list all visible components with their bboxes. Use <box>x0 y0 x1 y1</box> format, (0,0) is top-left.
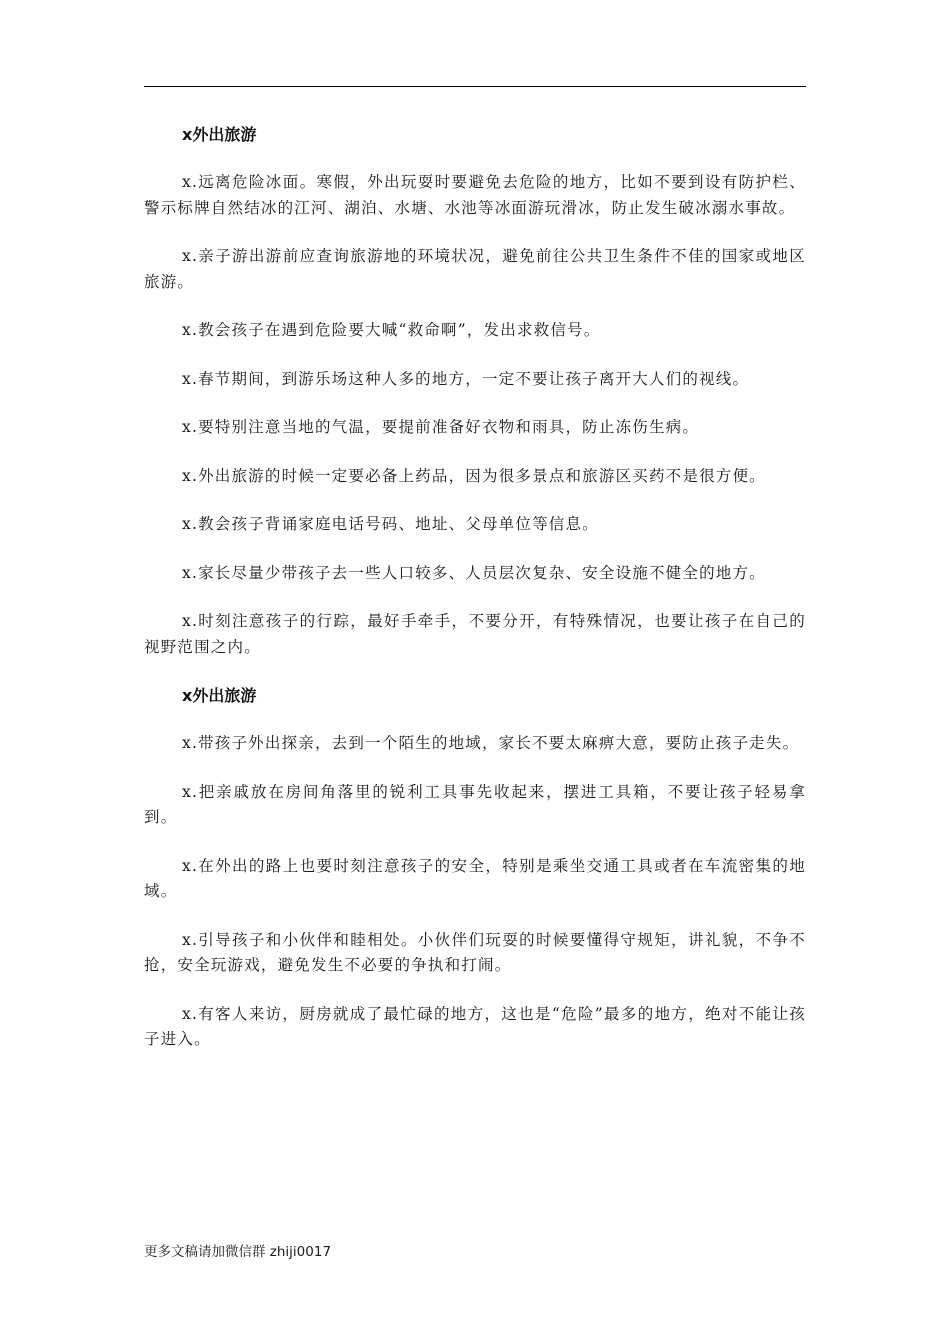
paragraph: x.在外出的路上也要时刻注意孩子的安全，特别是乘坐交通工具或者在车流密集的地域。 <box>144 856 806 900</box>
section-heading: x外出旅游 <box>182 125 257 144</box>
paragraph: x.远离危险冰面。寒假，外出玩耍时要避免去危险的地方，比如不要到设有防护栏、警示标牌自然结冰的江河、湖泊、水塘、水池等冰面游玩滑冰，防止发生破冰溺水事故。 <box>144 173 806 217</box>
paragraph: x.把亲戚放在房间角落里的锐利工具事先收起来，摆进工具箱，不要让孩子轻易拿到。 <box>144 782 806 826</box>
header-rule <box>144 86 806 87</box>
paragraph: x.引导孩子和小伙伴和睦相处。小伙伴们玩耍的时候要懂得守规矩，讲礼貌，不争不抢，安全玩游戏，避免发生不必要的争执和打闹。 <box>144 930 806 974</box>
section-heading: x外出旅游 <box>182 686 257 705</box>
paragraph: x.教会孩子在遇到危险要大喊“救命啊”，发出求救信号。 <box>182 321 601 339</box>
document-body <box>144 122 806 1053</box>
paragraph: x.教会孩子背诵家庭电话号码、地址、父母单位等信息。 <box>182 515 599 533</box>
paragraph: x.要特别注意当地的气温，要提前准备好衣物和雨具，防止冻伤生病。 <box>182 418 700 436</box>
paragraph: x.春节期间，到游乐场这种人多的地方，一定不要让孩子离开大人们的视线。 <box>182 369 750 388</box>
paragraph: x.家长尽量少带孩子去一些人口较多、人员层次复杂、安全设施不健全的地方。 <box>182 563 766 582</box>
paragraph: x.外出旅游的时候一定要必备上药品，因为很多景点和旅游区买药不是很方便。 <box>182 466 766 485</box>
paragraph: x.亲子游出游前应查询旅游地的环境状况，避免前往公共卫生条件不佳的国家或地区旅游。 <box>144 247 806 291</box>
paragraph: x.带孩子外出探亲，去到一个陌生的地域，家长不要太麻痹大意，要防止孩子走失。 <box>182 734 800 752</box>
footer-note: 更多文稿请加微信群 zhiji0017 <box>144 1244 332 1260</box>
paragraph: x.时刻注意孩子的行踪，最好手牵手，不要分开，有特殊情况，也要让孩子在自己的视野范围之内。 <box>144 612 806 656</box>
paragraph: x.有客人来访，厨房就成了最忙碌的地方，这也是“危险”最多的地方，绝对不能让孩子进入。 <box>144 1004 806 1048</box>
